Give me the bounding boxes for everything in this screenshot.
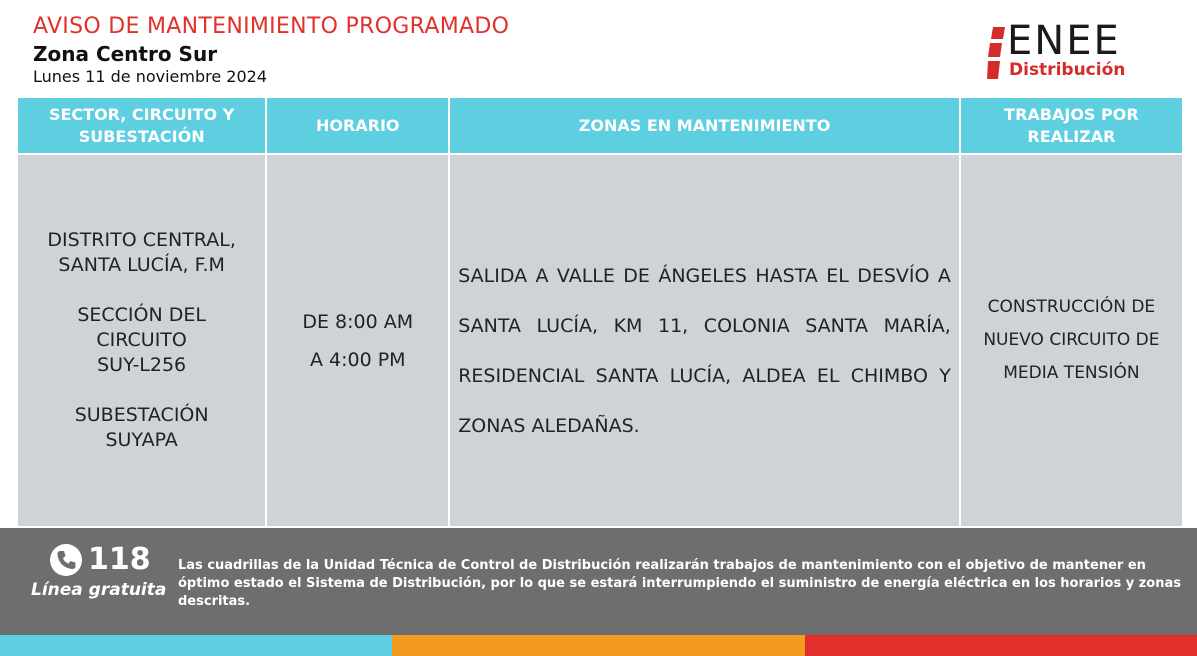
hotline-label: Línea gratuita	[31, 580, 167, 600]
hours-start: DE 8:00 AM	[302, 310, 414, 333]
enee-logo	[985, 18, 1160, 84]
footer-notice: Las cuadrillas de la Unidad Técnica de Control de Distribución realizarán trabajos de mantenimiento con el objetivo de mantener en óptimo estado el Sistema de Distribución, por lo que se estará interrumpiendo el suministro de energía eléctrica en los horarios y zonas descritas.	[178, 558, 1181, 609]
header-work: TRABAJOS POR REALIZAR	[960, 97, 1183, 154]
substation-name: SUYAPA	[105, 429, 178, 451]
zone-name: Zona Centro Sur	[33, 42, 218, 66]
cell-zones	[449, 154, 960, 527]
sector-line: SANTA LUCÍA, F.M	[58, 254, 225, 276]
enee-logo-mark-icon	[987, 27, 1005, 79]
table-row	[17, 154, 1183, 527]
cell-work	[960, 154, 1183, 527]
hours-end: A 4:00 PM	[309, 348, 406, 371]
cell-sector	[17, 154, 266, 527]
substation-line: SUBESTACIÓN	[74, 404, 209, 426]
header-hours: HORARIO	[266, 97, 449, 154]
hotline-number: 118	[88, 542, 151, 577]
color-band-red	[805, 635, 1197, 656]
notice-date: Lunes 11 de noviembre 2024	[33, 67, 268, 86]
sector-line: DISTRITO CENTRAL,	[47, 229, 236, 251]
circuit-code: SUY-L256	[97, 354, 187, 376]
logo-wordmark: ENEE	[1007, 18, 1121, 64]
table-header-row	[17, 97, 1183, 154]
header-sector: SECTOR, CIRCUITO Y SUBESTACIÓN	[17, 97, 266, 154]
logo-subtitle: Distribución	[1009, 60, 1126, 80]
maintenance-table	[16, 96, 1184, 528]
work-line: CONSTRUCCIÓN DE	[987, 297, 1156, 317]
work-line: NUEVO CIRCUITO DE	[983, 330, 1160, 350]
notice-title: AVISO DE MANTENIMIENTO PROGRAMADO	[33, 14, 510, 39]
circuit-line: SECCIÓN DEL	[77, 304, 206, 326]
color-band-orange	[392, 635, 805, 656]
footer-bar	[0, 528, 1197, 635]
phone-icon	[50, 544, 82, 576]
header-zones: ZONAS EN MANTENIMIENTO	[449, 97, 960, 154]
work-line: MEDIA TENSIÓN	[1003, 363, 1140, 383]
circuit-line: CIRCUITO	[96, 329, 187, 351]
cell-hours	[266, 154, 449, 527]
color-band-cyan	[0, 635, 392, 656]
zones-text: SALIDA A VALLE DE ÁNGELES HASTA EL DESVÍO A SANTA LUCÍA, KM 11, COLONIA SANTA MARÍA, RESIDENCIAL SANTA LUCÍA, ALDEA EL CHIMBO Y ZONAS ALEDAÑAS.	[458, 264, 951, 437]
